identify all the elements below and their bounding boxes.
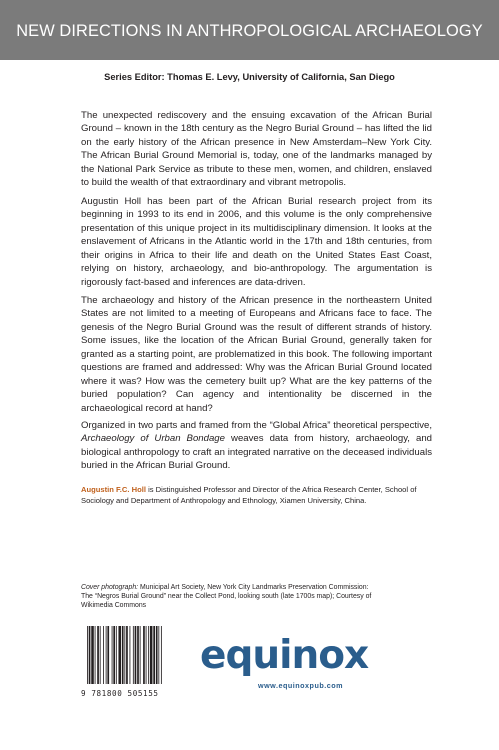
- barcode-bar: [126, 626, 128, 684]
- publisher-logo: equinox: [200, 633, 369, 678]
- barcode-bar: [148, 626, 149, 684]
- cover-credit-label: Cover photograph:: [81, 584, 139, 591]
- series-title: NEW DIRECTIONS IN ANTHROPOLOGICAL ARCHAEOLOGY: [16, 22, 483, 40]
- barcode-bar: [158, 626, 159, 684]
- barcode-bar: [95, 626, 96, 684]
- barcode-bar: [106, 626, 107, 684]
- cover-credit: [81, 583, 381, 611]
- barcode-bar: [133, 626, 134, 684]
- barcode-bar: [116, 626, 117, 684]
- isbn-barcode: [87, 626, 181, 684]
- series-editor: Series Editor: Thomas E. Levy, University of California, San Diego: [104, 72, 395, 82]
- barcode-bar: [113, 626, 115, 684]
- cover-credit-text: Municipal Art Society, New York City Landmarks Preservation Commission: The “Negros Burial Ground” near the Collect Pond, looking south (late 1700s map); Courtesy of Wikimedia Commons: [81, 584, 372, 610]
- barcode-bar: [100, 626, 101, 684]
- barcode-bar: [140, 626, 141, 684]
- description-paragraph-3: The archaeology and history of the African presence in the northeastern United States are not limited to a meeting of Europeans and Africans face to face. The genesis of the Negro Burial Ground was the result of different strands of history. Some issues, like the location of the African Burial Ground, generally taken for granted as a starting point, are problematized in this book. The following important questions are framed and addressed: Why was the African Burial Ground located where it was? How was the cemetery built up? What are the key patterns of the buried population? Can agency and intentionality be discerned in the archaeological record at hand?: [81, 295, 432, 414]
- paragraph-4-intro: Organized in two parts and framed from the “Global Africa” theoretical perspective,: [81, 420, 432, 431]
- description-paragraph-2: Augustin Holl has been part of the African Burial research project from its beginning in 1993 to its end in 2006, and this volume is the only comprehensive presentation of this unique project in its multidisciplinary dimension. It looks at the enslavement of Africans in the Atlantic world in the 17th and 18th centuries, from their origins in Africa to their life and death on the United States East Coast, relying on history, archaeology, and bio-anthropology. The argumentation is rigorously fact-based and inferences are data-driven.: [81, 196, 432, 288]
- barcode-bar: [143, 626, 145, 684]
- description-paragraph-1: The unexpected rediscovery and the ensuing excavation of the African Burial Ground – known in the 18th century as the Negro Burial Ground – has lifted the lid on the early history of the African presence in New Amsterdam–New York City. The African Burial Ground Memorial is, today, one of the landmarks managed by the National Park Service as tribute to these men, women, and children, enslaved to build the wealth of that extraordinary and vibrant metropolis.: [81, 110, 432, 189]
- barcode-bar: [122, 626, 124, 684]
- barcode-bar: [112, 626, 113, 684]
- barcode-bar: [107, 626, 109, 684]
- barcode-bar: [146, 626, 147, 684]
- barcode-bar: [156, 626, 158, 684]
- barcode-bar: [103, 626, 104, 684]
- barcode-bar: [91, 626, 94, 684]
- barcode-bar: [161, 626, 162, 684]
- barcode-bar: [135, 626, 137, 684]
- author-bio-text: is Distinguished Professor and Director of the Africa Research Center, School of Sociology and Department of Anthropology and Ethnology, Xiamen University, China.: [81, 485, 417, 505]
- barcode-bar: [153, 626, 155, 684]
- barcode-bar: [97, 626, 99, 684]
- barcode-bar: [124, 626, 125, 684]
- description-paragraph-4: [81, 419, 432, 473]
- author-bio: [81, 485, 432, 506]
- book-title: Archaeology of Urban Bondage: [81, 433, 225, 445]
- isbn-digits: 9 781800 505155: [81, 689, 159, 698]
- barcode-bar: [87, 626, 88, 684]
- author-name: Augustin F.C. Holl: [81, 485, 146, 494]
- barcode-bar: [150, 626, 153, 684]
- barcode-bar: [89, 626, 91, 684]
- barcode-bar: [130, 626, 131, 684]
- barcode-bar: [137, 626, 139, 684]
- barcode-bar: [118, 626, 121, 684]
- paragraph-4-rest: weaves data from history, archaeology, and biological anthropology to craft an integrated narrative on the deceased individuals buried in the African Burial Ground.: [81, 433, 433, 472]
- publisher-url: www.equinoxpub.com: [258, 681, 344, 690]
- series-banner: [0, 0, 499, 60]
